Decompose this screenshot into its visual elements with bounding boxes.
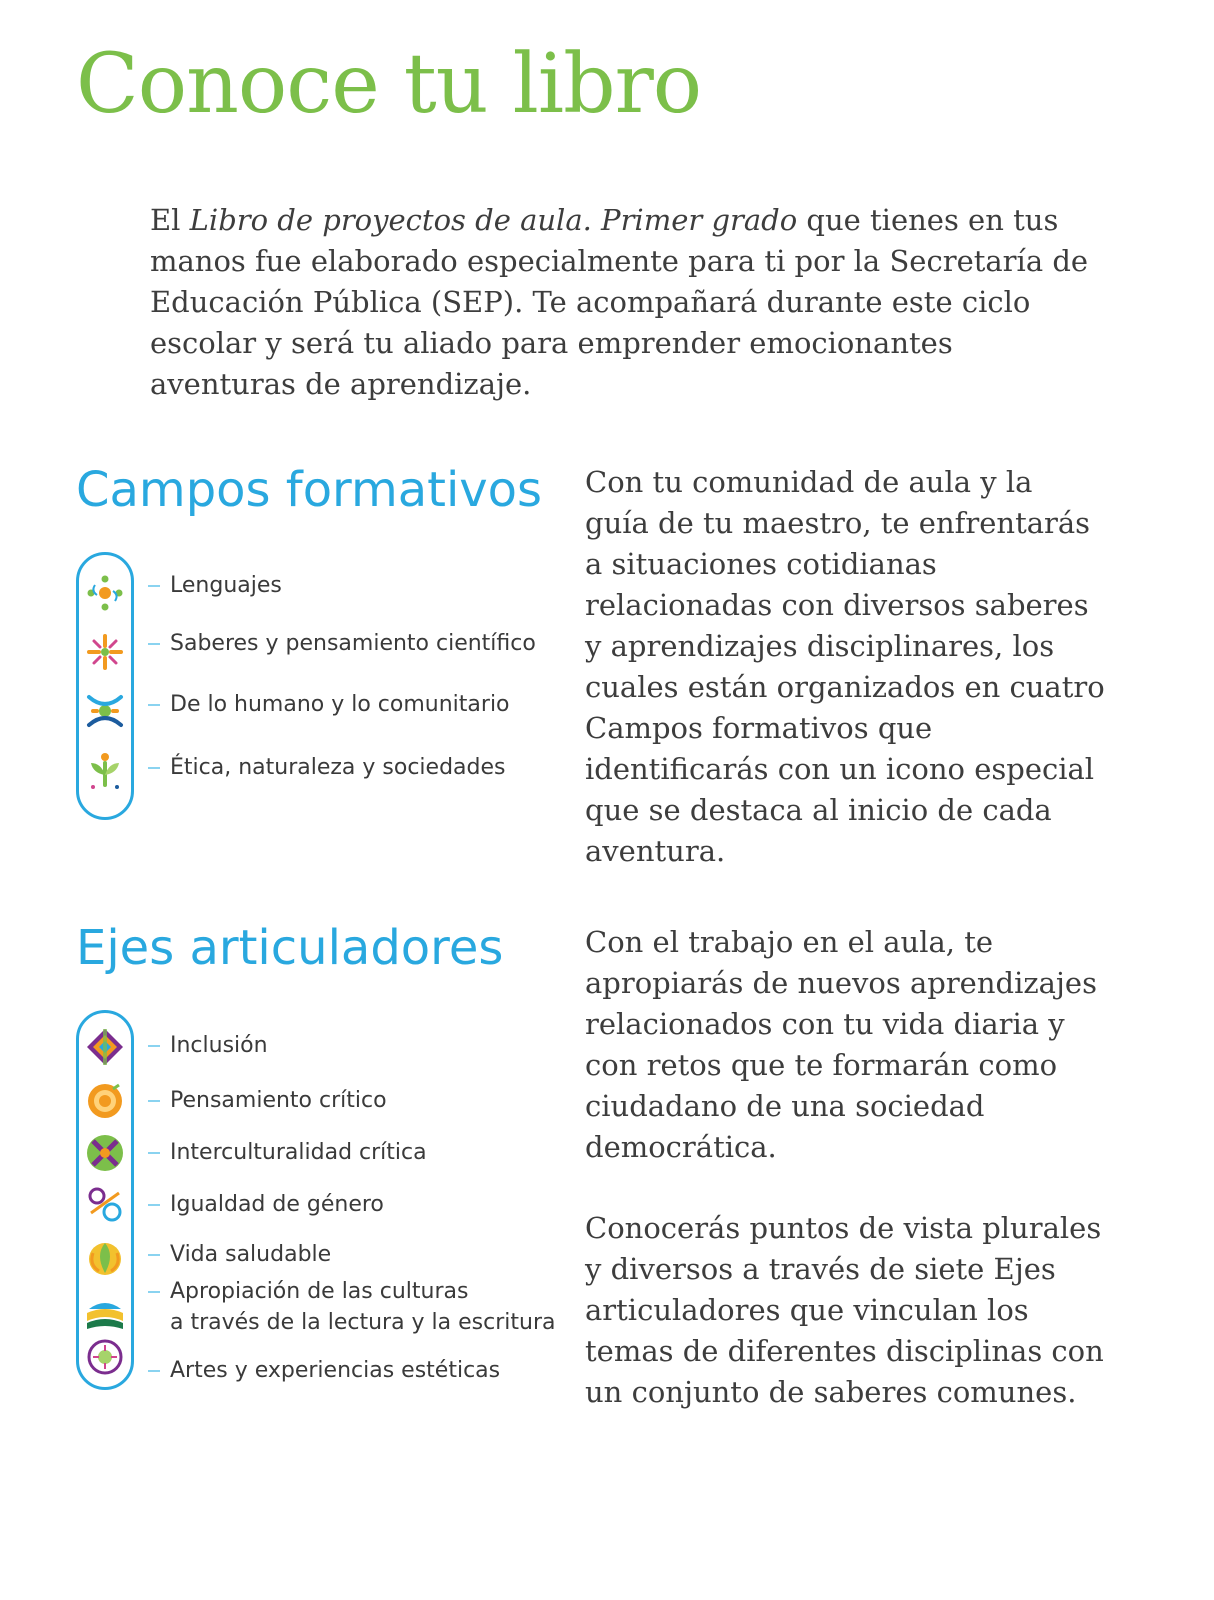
page-title: Conoce tu libro [76,37,702,132]
book-title: Libro de proyectos de aula. Primer grado [189,203,798,237]
bullet-tick [148,585,160,587]
campo-label: Saberes y pensamiento científico [170,631,536,656]
bullet-tick [148,704,160,706]
eje-item-inclusion [148,1031,268,1061]
artes-icon [83,1335,127,1379]
inclusion-icon [83,1025,127,1069]
eje-item-vida-saludable [148,1240,331,1270]
bullet-tick [148,1254,160,1256]
vida-saludable-icon [83,1235,127,1279]
interculturalidad-icon [83,1131,127,1175]
intro-text: ). Te acompañará durante este ciclo escolar y será tu aliado para emprender emocionantes aventuras de aprendizaje. [150,285,1031,401]
bullet-tick [148,1204,160,1206]
eje-label: Interculturalidad crítica [170,1140,427,1165]
ejes-icon-capsule [76,1010,134,1390]
campo-item-humano [148,690,510,720]
eje-item-interculturalidad [148,1138,427,1168]
campo-label: De lo humano y lo comunitario [170,692,510,717]
campo-item-saberes [148,629,536,659]
campos-heading: Campos formativos [76,462,543,518]
campos-description: Con tu comunidad de aula y la guía de tu maestro, te enfrentarás a situaciones cotidianas relacionadas con diversos saberes y aprendizajes disciplinares, los cuales están organizados en cuatro Campos formativos que identificarás con un icono especial que se destaca al inicio de cada aventura. [585,465,1105,868]
campos-icon-capsule [76,552,134,820]
eje-label: Apropiación de las culturas [170,1279,469,1304]
eje-item-pensamiento [148,1086,387,1116]
saberes-icon [83,630,127,674]
humano-comunitario-icon [83,689,127,733]
campo-label: Ética, naturaleza y sociedades [170,755,506,780]
lectura-escritura-icon [83,1291,127,1335]
eje-label: Pensamiento crítico [170,1088,387,1113]
campo-item-lenguajes [148,571,282,601]
bullet-tick [148,1045,160,1047]
bullet-tick [148,1152,160,1154]
sep-abbr: SEP [442,285,503,319]
eje-label: Inclusión [170,1033,268,1058]
eje-item-lectura-escritura [148,1277,468,1307]
lenguajes-icon [83,571,127,615]
etica-naturaleza-icon [83,749,127,793]
eje-label: Vida saludable [170,1242,332,1267]
eje-label: Igualdad de género [170,1192,384,1217]
bullet-tick [148,643,160,645]
intro-text: El [150,203,190,237]
bullet-tick [148,1370,160,1372]
intro-text: que tienes en tus manos fue elaborado especialmente para ti por la Secretaría de Educación Pública ( [150,203,1089,319]
eje-item-lectura-escritura-line2 [170,1308,556,1338]
ejes-heading: Ejes articuladores [76,920,504,976]
igualdad-genero-icon [83,1183,127,1227]
eje-label: Artes y experiencias estéticas [170,1358,501,1383]
bullet-tick [148,767,160,769]
ejes-description-2: Conocerás puntos de vista plurales y diversos a través de siete Ejes articuladores que vinculan los temas de diferentes disciplinas con un conjunto de saberes comunes. [585,1211,1104,1409]
bullet-tick [148,1100,160,1102]
eje-label: a través de la lectura y la escritura [170,1310,556,1335]
intro-paragraph [150,200,1090,405]
bullet-tick [148,1291,160,1293]
campo-item-etica [148,753,505,783]
eje-item-artes [148,1356,500,1386]
ejes-description-1: Con el trabajo en el aula, te apropiarás de nuevos aprendizajes relacionados con tu vida diaria y con retos que te formarán como ciudadano de una sociedad democrática. [585,925,1097,1164]
eje-item-igualdad [148,1190,384,1220]
pensamiento-critico-icon [83,1079,127,1123]
campo-label: Lenguajes [170,573,282,598]
